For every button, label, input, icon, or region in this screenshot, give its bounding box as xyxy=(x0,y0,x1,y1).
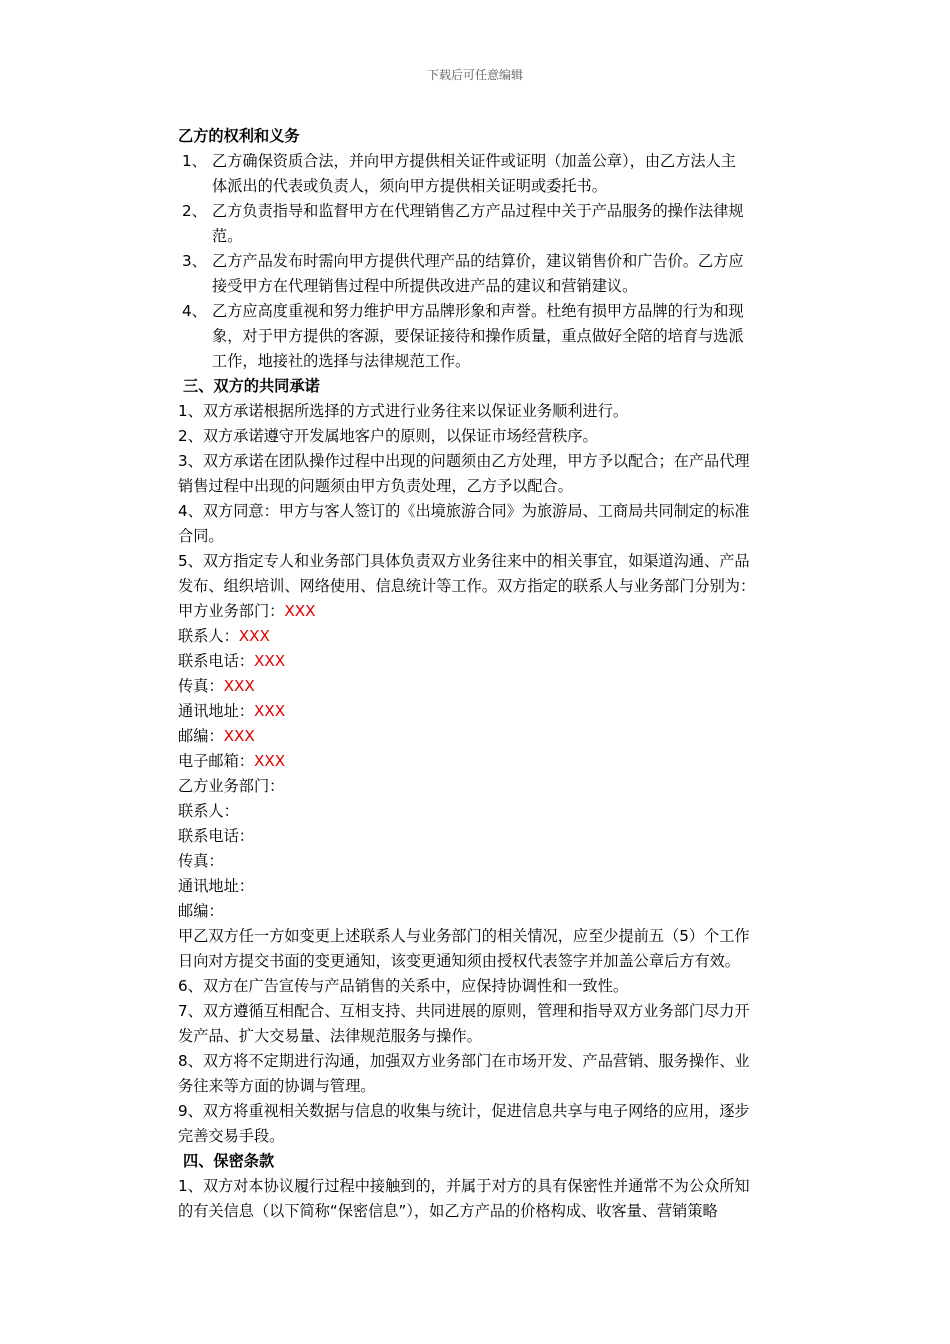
section-heading-party-b: 乙方的权利和义务 xyxy=(178,127,300,145)
field-label: 传真： xyxy=(178,677,224,695)
list-number: 2、 xyxy=(182,202,207,220)
list-item xyxy=(178,249,810,274)
list-item xyxy=(178,199,810,224)
party-a-address xyxy=(178,699,810,724)
placeholder-value: XXX xyxy=(253,752,286,770)
document-body xyxy=(178,124,810,1224)
party-b-address: 通讯地址： xyxy=(178,877,254,895)
list-item-continuation: 工作，地接社的选择与法律规范工作。 xyxy=(212,352,471,370)
list-text: 乙方负责指导和监督甲方在代理销售乙方产品过程中关于产品服务的操作法律规 xyxy=(212,202,744,220)
paragraph: 2、双方承诺遵守开发属地客户的原则，以保证市场经营秩序。 xyxy=(178,427,598,445)
list-text: 乙方应高度重视和努力维护甲方品牌形象和声誉。杜绝有损甲方品牌的行为和现 xyxy=(212,302,744,320)
party-b-phone: 联系电话： xyxy=(178,827,254,845)
party-b-dept: 乙方业务部门： xyxy=(178,777,285,795)
field-label: 联系人： xyxy=(178,627,239,645)
party-b-contact: 联系人： xyxy=(178,802,239,820)
list-number: 4、 xyxy=(182,302,207,320)
placeholder-value: XXX xyxy=(238,627,270,645)
section-heading-commitments: 三、双方的共同承诺 xyxy=(183,377,320,395)
paragraph-continuation: 发产品、扩大交易量、法律规范服务与操作。 xyxy=(178,1027,482,1045)
page-header: 下载后可任意编辑 xyxy=(426,68,523,82)
paragraph-continuation: 发布、组织培训、网络使用、信息统计等工作。双方指定的联系人与业务部门分别为： xyxy=(178,577,756,595)
placeholder-value: XXX xyxy=(223,727,255,745)
list-item-continuation: 范。 xyxy=(212,227,243,245)
field-label: 邮编： xyxy=(178,727,224,745)
paragraph-continuation: 销售过程中出现的问题须由甲方负责处理，乙方予以配合。 xyxy=(178,477,573,495)
paragraph: 6、双方在广告宣传与产品销售的关系中，应保持协调性和一致性。 xyxy=(178,977,629,995)
placeholder-value: XXX xyxy=(253,652,286,670)
party-a-dept xyxy=(178,599,810,624)
party-a-phone xyxy=(178,649,810,674)
paragraph: 3、双方承诺在团队操作过程中出现的问题须由乙方处理，甲方予以配合；在产品代理 xyxy=(178,452,750,470)
list-item-continuation: 体派出的代表或负责人，须向甲方提供相关证明或委托书。 xyxy=(212,177,607,195)
paragraph-continuation: 的有关信息（以下简称“保密信息”），如乙方产品的价格构成、收客量、营销策略 xyxy=(178,1202,718,1220)
paragraph: 4、双方同意：甲方与客人签订的《出境旅游合同》为旅游局、工商局共同制定的标准 xyxy=(178,502,750,520)
party-a-contact xyxy=(178,624,810,649)
paragraph: 7、双方遵循互相配合、互相支持、共同进展的原则，管理和指导双方业务部门尽力开 xyxy=(178,1002,750,1020)
list-item-continuation: 接受甲方在代理销售过程中所提供改进产品的建议和营销建议。 xyxy=(212,277,638,295)
party-a-fax xyxy=(178,674,810,699)
section-heading-confidentiality: 四、保密条款 xyxy=(183,1152,275,1170)
party-b-zip: 邮编： xyxy=(178,902,224,920)
list-text: 乙方产品发布时需向甲方提供代理产品的结算价，建议销售价和广告价。乙方应 xyxy=(212,252,744,270)
placeholder-value: XXX xyxy=(284,602,316,620)
field-label: 联系电话： xyxy=(178,652,254,670)
paragraph: 1、双方对本协议履行过程中接触到的，并属于对方的具有保密性并通常不为公众所知 xyxy=(178,1177,750,1195)
placeholder-value: XXX xyxy=(253,702,286,720)
paragraph: 1、双方承诺根据所选择的方式进行业务往来以保证业务顺利进行。 xyxy=(178,402,629,420)
list-item xyxy=(178,149,810,174)
field-label: 电子邮箱： xyxy=(178,752,254,770)
list-number: 1、 xyxy=(182,152,207,170)
paragraph-continuation: 合同。 xyxy=(178,527,224,545)
paragraph: 甲乙双方任一方如变更上述联系人与业务部门的相关情况，应至少提前五（5）个工作 xyxy=(178,927,750,945)
paragraph: 5、双方指定专人和业务部门具体负责双方业务往来中的相关事宜，如渠道沟通、产品 xyxy=(178,552,750,570)
field-label: 甲方业务部门： xyxy=(178,602,285,620)
paragraph-continuation: 完善交易手段。 xyxy=(178,1127,285,1145)
party-a-zip xyxy=(178,724,810,749)
paragraph-continuation: 日向对方提交书面的变更通知，该变更通知须由授权代表签字并加盖公章后方有效。 xyxy=(178,952,740,970)
paragraph-continuation: 务往来等方面的协调与管理。 xyxy=(178,1077,376,1095)
party-b-fax: 传真： xyxy=(178,852,224,870)
paragraph: 9、双方将重视相关数据与信息的收集与统计，促进信息共享与电子网络的应用，逐步 xyxy=(178,1102,750,1120)
paragraph: 8、双方将不定期进行沟通，加强双方业务部门在市场开发、产品营销、服务操作、业 xyxy=(178,1052,750,1070)
list-item xyxy=(178,299,810,324)
list-text: 乙方确保资质合法，并向甲方提供相关证件或证明（加盖公章），由乙方法人主 xyxy=(212,152,736,170)
placeholder-value: XXX xyxy=(223,677,255,695)
list-number: 3、 xyxy=(182,252,207,270)
party-a-email xyxy=(178,749,810,774)
list-item-continuation: 象，对于甲方提供的客源，要保证接待和操作质量，重点做好全陪的培育与选派 xyxy=(212,327,744,345)
field-label: 通讯地址： xyxy=(178,702,254,720)
